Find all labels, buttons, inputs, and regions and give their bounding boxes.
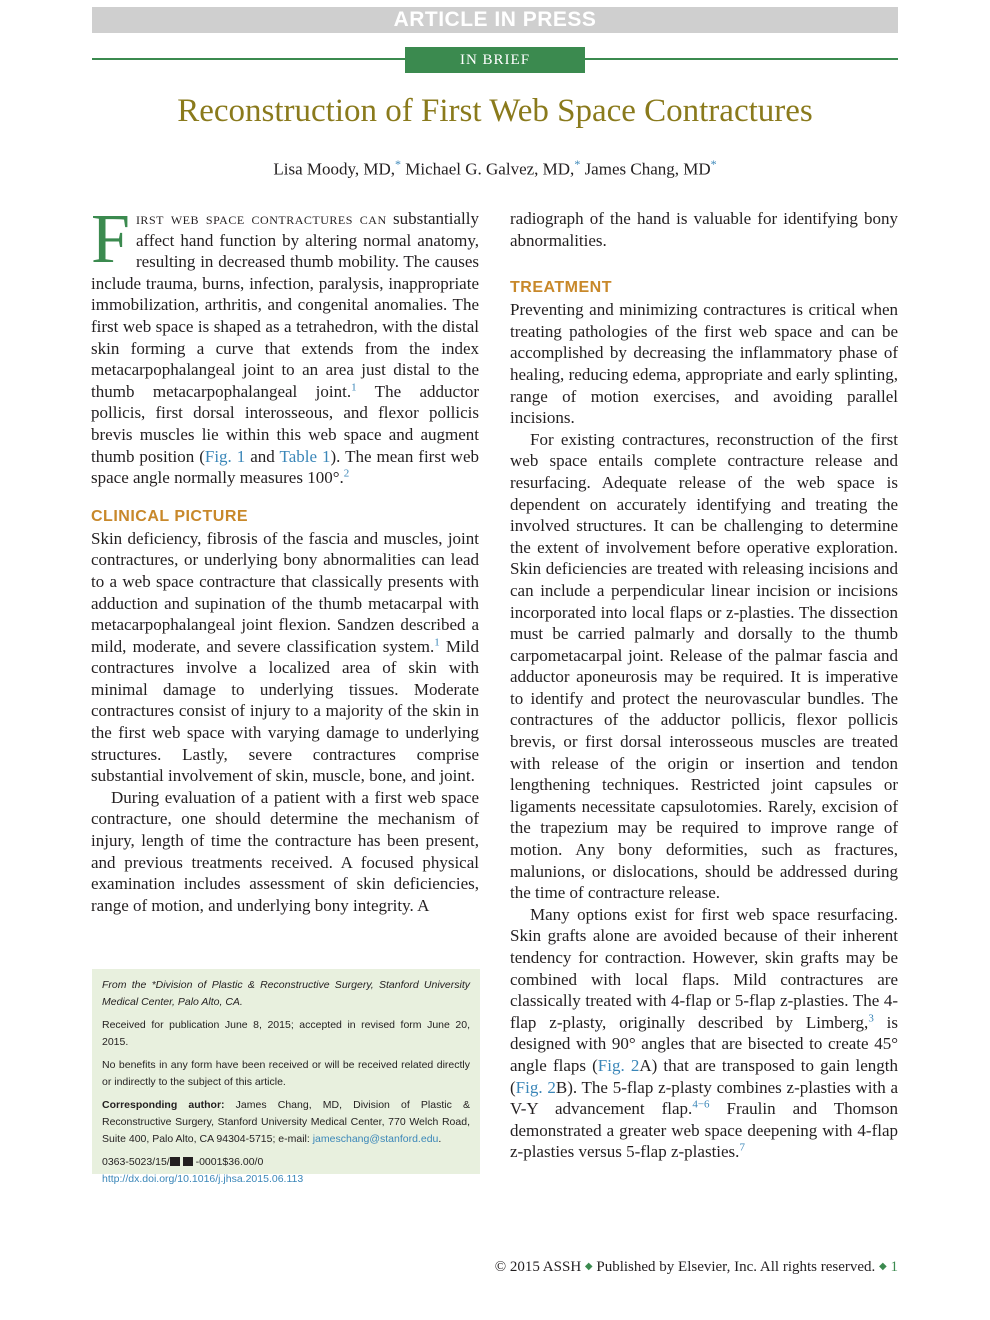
citation-link[interactable]: 2	[343, 467, 350, 480]
citation-link[interactable]: 1	[351, 381, 357, 394]
article-title: Reconstruction of First Web Space Contractures	[177, 93, 813, 129]
received-note: Received for publication June 8, 2015; accepted in revised form June 20, 2015.	[102, 1019, 470, 1048]
article-in-press-banner: ARTICLE IN PRESS	[92, 7, 898, 33]
citation-link[interactable]: 4−6	[692, 1098, 710, 1111]
corresponding-author-label: Corresponding author:	[102, 1099, 225, 1111]
page-number: 1	[890, 1259, 898, 1275]
body-text: and	[245, 446, 280, 466]
intro-paragraph	[91, 201, 479, 489]
right-column	[510, 208, 898, 1163]
clinical-paragraph-1	[91, 528, 479, 787]
treatment-paragraph-1: Preventing and minimizing contractures is critical when treating pathologies of the first web space and can be accomplished by decreasing the inflammatory phase of healing, reducing edema, appropriate and early splinting, range of motion exercises, and avoiding parallel incisions.	[510, 300, 898, 428]
citation-link[interactable]: 7	[739, 1141, 745, 1154]
affiliation-note: From the *Division of Plastic & Reconstructive Surgery, Stanford University Medical Center, Palo Alto, CA.	[102, 979, 470, 1008]
treatment-paragraph-2: For existing contractures, reconstruction of the first web space entails complete contracture release and resurfacing. Adequate release of the web space is dependent on accurately identifying and treating the involved structures. It can be challenging to determine the extent of involvement before operative exploration. Skin deficiencies are treated with releasing incisions and can include a perpendicular linear incision or incisions incorporated into local flaps or z-plasties. The dissection must be carried palmarly and dorsally to the thumb carpometacarpal joint. Release of the palmar fascia and adductor aponeurosis may be required. It is imperative to identify and protect the neurovascular bundles. The contractures of the adductor pollicis, flexor pollicis brevis, or first dorsal interosseous muscles are treated with release of the origin or insertion and tendon lengthening techniques. Restricted joint capsules or ligaments necessitate capsulotomies. Rarely, excision of the trapezium may be required to improve range of motion. Any bony deformities, such as fractures, malunions, or dislocations, should be addressed during the time of contracture release.	[510, 429, 898, 903]
page-footer	[92, 1257, 898, 1277]
author-name: Michael G. Galvez, MD,	[405, 159, 575, 179]
issn-suffix: -0001$36.00/0	[195, 1156, 264, 1168]
body-text: Skin deficiency, fibrosis of the fascia and muscles, joint contractures, or underlying bony abnormalities can lead to a web space contracture that classically presents with adduction and supination of the thumb metacarpal with metacarpophalangeal joint flexion. Sandzen described a mild, moderate, and severe classification system.	[91, 528, 479, 656]
body-text: substantially affect hand function by altering normal anatomy, resulting in decreased thumb mobility. The causes include trauma, burns, infection, paralysis, inappropriate immobilization, arthritis, and congenital anomalies. The first web space is shaped as a tetrahedron, with the distal skin forming a curve that extends from the index metacarpophalangeal joint to an area just distal to the thumb metacarpophalangeal joint.	[91, 209, 479, 401]
body-text: is designed with 90° angles that are bisected to create 45° angle flaps (	[510, 1012, 898, 1075]
issn-prefix: 0363-5023/15/	[102, 1156, 170, 1168]
table-1-link[interactable]: Table 1	[279, 446, 331, 466]
diamond-separator-icon: ◆	[879, 1261, 887, 1272]
issn-line	[102, 1154, 470, 1171]
author-name: James Chang, MD	[584, 159, 711, 179]
redacted-block	[170, 1157, 180, 1166]
body-text: A) that are transposed to gain length (	[510, 1055, 898, 1097]
doi-link[interactable]: http://dx.doi.org/10.1016/j.jhsa.2015.06.113	[102, 1173, 304, 1185]
body-text: B). The 5-flap z-plasty combines z-plasties with a V-Y advancement flap.	[510, 1077, 898, 1119]
benefits-note: No benefits in any form have been received or will be received related directly or indirectly to the subject of this article.	[102, 1059, 470, 1088]
citation-link[interactable]: 3	[868, 1012, 874, 1025]
corresponding-author-note	[102, 1097, 470, 1148]
continued-paragraph: radiograph of the hand is valuable for identifying bony abnormalities.	[510, 209, 898, 250]
body-text: The adductor pollicis, first dorsal interosseous, and flexor pollicis brevis muscles lie within this web space and augment thumb position (	[91, 381, 479, 466]
left-column	[91, 201, 479, 916]
author-affiliation-link[interactable]: *	[574, 157, 581, 171]
section-heading-clinical-picture: CLINICAL PICTURE	[91, 507, 249, 525]
figure-1-link[interactable]: Fig. 1	[204, 446, 246, 466]
doi-line	[102, 1171, 470, 1188]
diamond-separator-icon: ◆	[584, 1261, 593, 1272]
treatment-paragraph-3	[510, 904, 898, 1163]
author-affiliation-link[interactable]: *	[710, 157, 717, 171]
punctuation: .	[438, 1133, 442, 1145]
author-affiliation-link[interactable]: *	[395, 157, 402, 171]
corresponding-author-text: James Chang, MD, Division of Plastic & Reconstructive Surgery, Stanford University Medical Center, 770 Welch Road, Suite 400, Palo Alto, CA 94304-5715; e-mail:	[102, 1099, 470, 1145]
body-text: Fraulin and Thomson demonstrated a greater web space deepening with 4-flap z-plasties versus 5-flap z-plasties.	[510, 1099, 898, 1162]
figure-2b-link[interactable]: Fig. 2	[515, 1077, 556, 1097]
author-name: Lisa Moody, MD,	[273, 159, 396, 179]
email-link[interactable]: jameschang@stanford.edu	[312, 1133, 439, 1145]
section-tag: IN BRIEF	[405, 47, 585, 73]
section-heading-treatment: TREATMENT	[510, 279, 612, 297]
body-text: Mild contractures involve a localized area of skin with minimal damage to underlying tissues. Moderate contractures consist of injury to a majority of the skin in the first web space with varying damage to underlying structures. Lastly, severe contractures comprise substantial involvement of skin, muscle, bone, and joint.	[91, 636, 479, 786]
clinical-paragraph-2: During evaluation of a patient with a first web space contracture, one should determine the mechanism of injury, length of time the contracture has been present, and previous treatments received. A focused physical examination includes assessment of skin deficiencies, range of motion, and underlying bony integrity. A	[91, 787, 479, 915]
article-info-box	[92, 969, 480, 1185]
citation-link[interactable]: 1	[434, 636, 440, 649]
redacted-block	[183, 1157, 193, 1166]
figure-2a-link[interactable]: Fig. 2	[597, 1055, 640, 1075]
body-text: Many options exist for first web space resurfacing. Skin grafts alone are avoided because of their inherent tendency for contraction. However, skin grafts may be combined with local flaps. Mild contractures are classically treated with 4-flap or 5-flap z-plasties. The 4-flap z-plasty, originally described by Limberg,	[510, 904, 898, 1032]
drop-cap: F	[91, 201, 130, 278]
author-list	[92, 152, 898, 182]
publisher-text: Published by Elsevier, Inc. All rights reserved.	[596, 1259, 876, 1275]
copyright-text: © 2015 ASSH	[494, 1259, 582, 1275]
body-text: ). The mean first web space angle normally measures 100°.	[91, 446, 479, 488]
intro-lead-in: irst web space contractures can	[135, 209, 387, 228]
